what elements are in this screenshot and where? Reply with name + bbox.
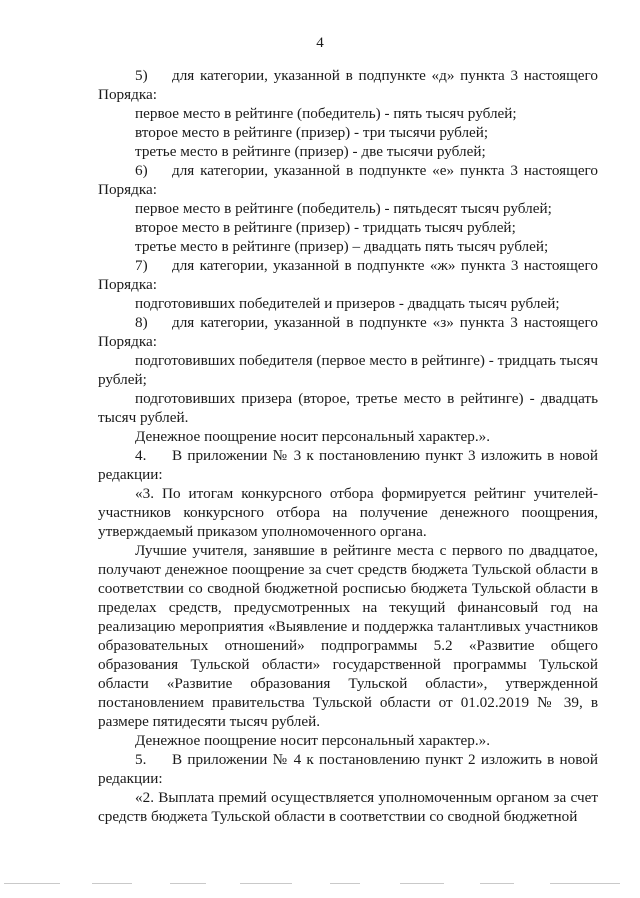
paragraph: подготовивших призера (второе, третье место в рейтинге) - двадцать тысяч рублей. [98, 390, 598, 426]
item-number: 8) [135, 314, 148, 331]
item-number: 4. [135, 447, 147, 464]
paragraph: второе место в рейтинге (призер) - тридцать тысяч рублей; [135, 219, 516, 236]
paragraph: третье место в рейтинге (призер) – двадцать пять тысяч рублей; [135, 238, 549, 255]
paragraph: первое место в рейтинге (победитель) - пять тысяч рублей; [135, 105, 517, 122]
item-continuation: Порядка: [98, 276, 157, 293]
numbered-item [135, 256, 598, 275]
item-continuation: редакции: [98, 466, 163, 483]
item-continuation: редакции: [98, 770, 163, 787]
item-text: В приложении № 3 к постановлению пункт 3 изложить в новой [172, 447, 598, 464]
item-number: 5) [135, 67, 148, 84]
paragraph: второе место в рейтинге (призер) - три тысячи рублей; [135, 124, 489, 141]
item-text: для категории, указанной в подпункте «д» пункта 3 настоящего [172, 67, 598, 84]
paragraph: Денежное поощрение носит персональный характер.». [135, 732, 491, 749]
document-body [98, 66, 598, 826]
numbered-item [135, 161, 598, 180]
item-number: 5. [135, 751, 147, 768]
paragraph: первое место в рейтинге (победитель) - пятьдесят тысяч рублей; [135, 200, 552, 217]
paragraph: подготовивших победителя (первое место в рейтинге) - тридцать тысяч рублей; [98, 352, 598, 388]
numbered-item [135, 66, 598, 85]
item-continuation: Порядка: [98, 86, 157, 103]
paragraph: третье место в рейтинге (призер) - две тысячи рублей; [135, 143, 486, 160]
item-number: 7) [135, 257, 148, 274]
item-continuation: Порядка: [98, 181, 157, 198]
scan-edge-line [0, 883, 640, 884]
item-text: В приложении № 4 к постановлению пункт 2 изложить в новой [172, 751, 598, 768]
item-text: для категории, указанной в подпункте «е» пункта 3 настоящего [172, 162, 598, 179]
paragraph: Денежное поощрение носит персональный характер.». [135, 428, 491, 445]
item-continuation: Порядка: [98, 333, 157, 350]
paragraph: «3. По итогам конкурсного отбора формируется рейтинг учителей-участников конкурсного отбора на получение денежного поощрения, утверждаемый приказом уполномоченного органа. [98, 485, 598, 540]
numbered-item [135, 750, 598, 769]
numbered-item [135, 313, 598, 332]
numbered-item [135, 446, 598, 465]
paragraph: подготовивших победителей и призеров - двадцать тысяч рублей; [135, 295, 560, 312]
page-number: 4 [316, 35, 324, 51]
item-text: для категории, указанной в подпункте «з» пункта 3 настоящего [172, 314, 598, 331]
item-text: для категории, указанной в подпункте «ж» пункта 3 настоящего [172, 257, 598, 274]
item-number: 6) [135, 162, 148, 179]
paragraph: «2. Выплата премий осуществляется уполномоченным органом за счет средств бюджета Тульской области в соответствии со сводной бюджетной [98, 789, 598, 825]
paragraph: Лучшие учителя, занявшие в рейтинге места с первого по двадцатое, получают денежное поощрение за счет средств бюджета Тульской области в соответствии со сводной бюджетной росписью бюджета Тульской области в пределах средств, предусмотренных на текущий финансовый год на реализацию мероприятия «Выявление и поддержка талантливых участников образовательных отношений» подпрограммы 5.2 «Развитие общего образования Тульской области» государственной программы Тульской области «Развитие образования Тульской области», утвержденной постановлением правительства Тульской области от 01.02.2019 № 39, в размере пятидесяти тысяч рублей. [98, 542, 598, 730]
